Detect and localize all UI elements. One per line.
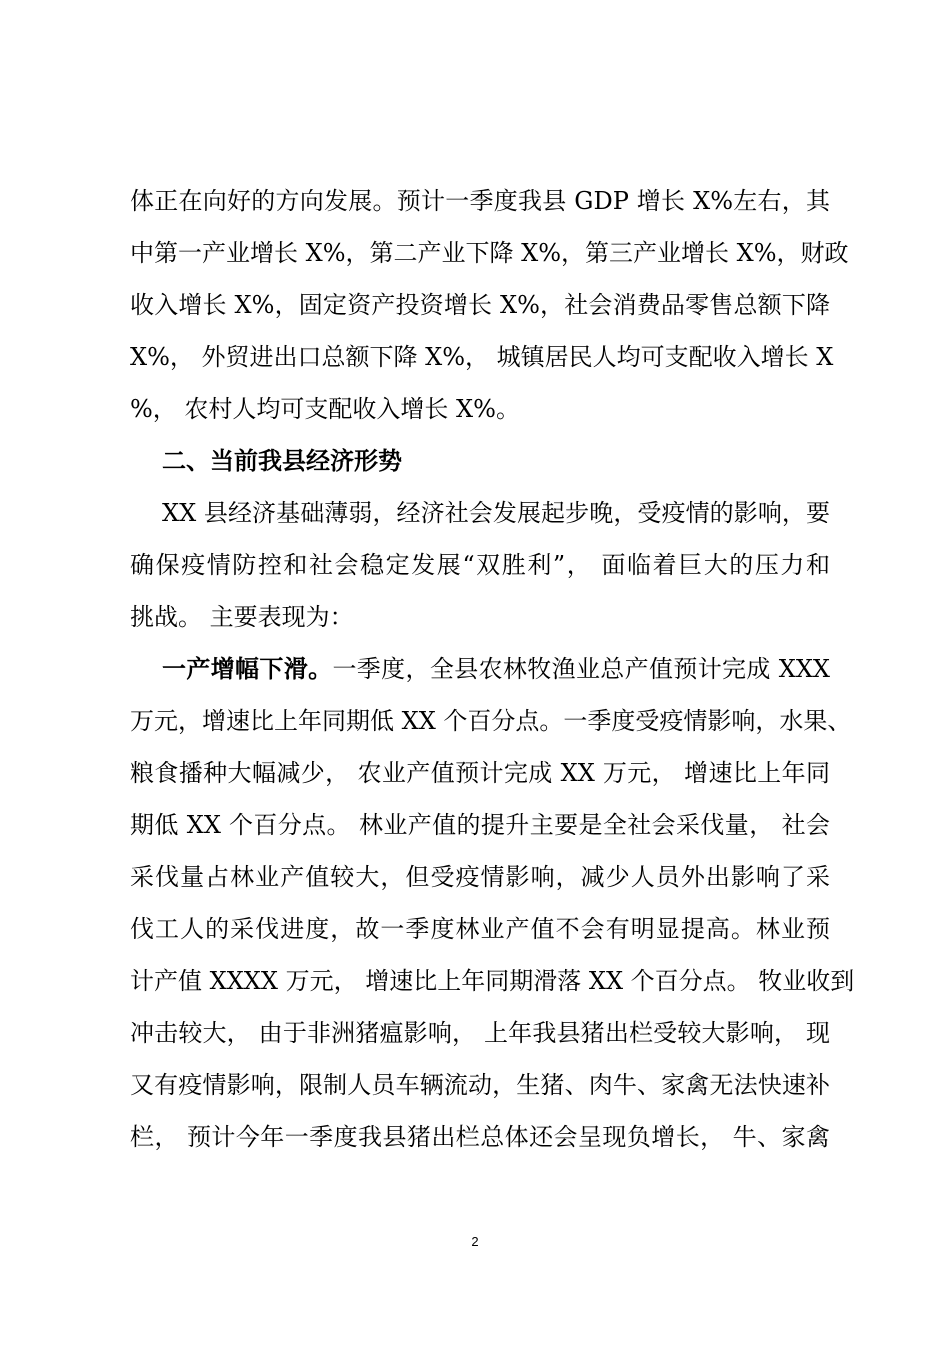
paragraph-line: %， 农村人均可支配收入增长 X%。: [130, 395, 520, 423]
paragraph-line: 采伐量占林业产值较大，但受疫情影响，减少人员外出影响了采: [130, 863, 830, 891]
paragraph-line: 栏， 预计今年一季度我县猪出栏总体还会呈现负增长， 牛、家禽: [130, 1123, 830, 1151]
section-heading: 二、当前我县经济形势: [162, 446, 402, 475]
paragraph-line: 确保疫情防控和社会稳定发展“双胜利”， 面临着巨大的压力和: [130, 551, 830, 579]
paragraph-line: 又有疫情影响，限制人员车辆流动，生猪、肉牛、家禽无法快速补: [130, 1071, 830, 1099]
paragraph-line: 粮食播种大幅减少， 农业产值预计完成 XX 万元， 增速比上年同: [130, 759, 830, 787]
paragraph-line: X%， 外贸进出口总额下降 X%， 城镇居民人均可支配收入增长 X: [130, 343, 834, 371]
paragraph-line: 收入增长 X%，固定资产投资增长 X%，社会消费品零售总额下降: [130, 291, 830, 319]
page-number: 2: [471, 1234, 479, 1249]
paragraph-line: 冲击较大， 由于非洲猪瘟影响， 上年我县猪出栏受较大影响， 现: [130, 1019, 830, 1047]
paragraph-line: 计产值 XXXX 万元， 增速比上年同期滑落 XX 个百分点。 牧业收到: [130, 967, 855, 995]
paragraph-line: XX 县经济基础薄弱，经济社会发展起步晚，受疫情的影响，要: [162, 499, 830, 527]
paragraph-line: 体正在向好的方向发展。预计一季度我县 GDP 增长 X%左右，其: [130, 187, 830, 215]
paragraph-line: 挑战。 主要表现为：: [130, 603, 354, 631]
paragraph-text: 一季度，全县农林牧渔业总产值预计完成 XXX: [332, 655, 830, 683]
paragraph-line: 伐工人的采伐进度，故一季度林业产值不会有明显提高。林业预: [130, 915, 830, 943]
paragraph-line: 万元，增速比上年同期低 XX 个百分点。一季度受疫情影响，水果、: [130, 707, 852, 735]
paragraph-line: [162, 644, 830, 694]
paragraph-line: 期低 XX 个百分点。 林业产值的提升主要是全社会采伐量， 社会: [130, 811, 830, 839]
paragraph-line: 中第一产业增长 X%，第二产业下降 X%，第三产业增长 X%，财政: [130, 239, 849, 267]
paragraph-lead-bold: 一产增幅下滑。: [162, 654, 333, 683]
